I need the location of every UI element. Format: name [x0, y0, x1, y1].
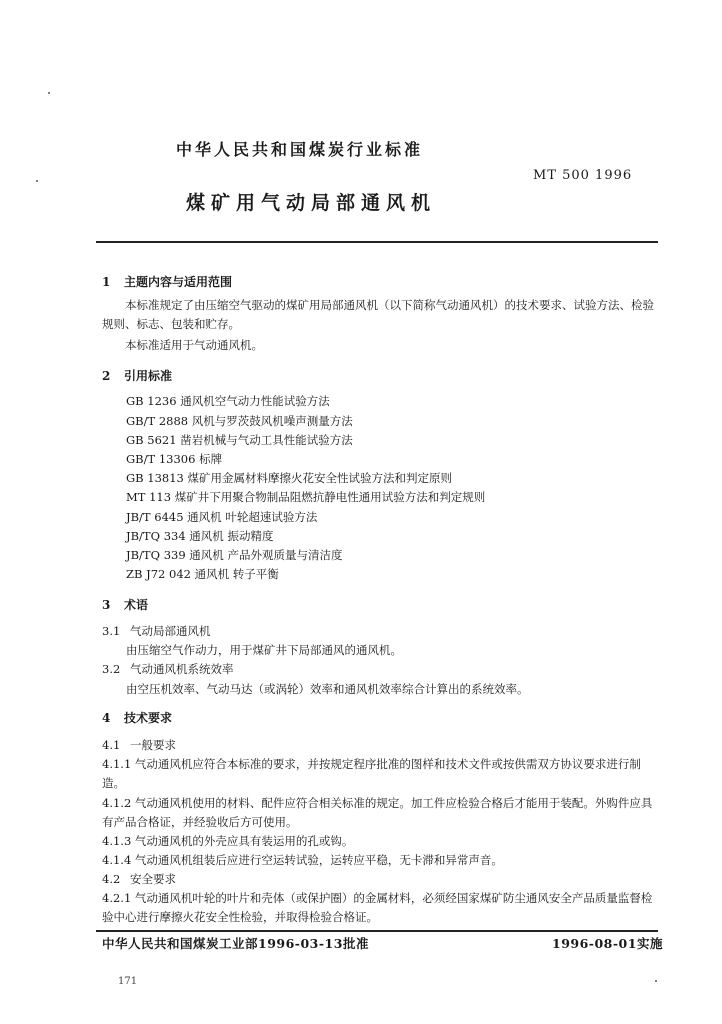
standard-number: MT 500 1996: [533, 168, 633, 183]
subsection-3-2-heading: [102, 660, 234, 679]
header-rule: [96, 241, 658, 243]
section-title: 术语: [124, 598, 149, 612]
subsection-title: 一般要求: [130, 738, 176, 752]
section-number: 4: [102, 711, 111, 725]
clause-4-2-1: 4.2.1 气动通风机叶轮的叶片和壳体（或保护圈）的金属材料，必须经国家煤矿防尘通风安全产品质量监督检验中心进行摩擦火花安全性检验，并取得检验合格证。: [102, 891, 653, 924]
subsection-title: 气动通风机系统效率: [130, 662, 234, 676]
reference-item: GB 13813 煤矿用金属材料摩擦火花安全性试验方法和判定原则: [126, 471, 453, 485]
subsection-number: 4.2: [102, 872, 121, 886]
reference-item: JB/TQ 339 通风机 产品外观质量与清洁度: [126, 548, 343, 562]
subsection-3-1-heading: [102, 622, 211, 641]
page-number: 171: [118, 976, 138, 987]
clause-4-1-2: 4.1.2 气动通风机使用的材料、配件应符合相关标准的规定。加工件应检验合格后才能用于装配。外购件应具有产品合格证，并经验收后方可使用。: [102, 796, 653, 829]
approval-line: 中华人民共和国煤炭工业部1996-03-13批准: [102, 936, 369, 951]
reference-item: MT 113 煤矿井下用聚合物制品阻燃抗静电性通用试验方法和判定规则: [126, 490, 486, 504]
section-number: 1: [102, 275, 111, 289]
section-1-paragraph-2: 本标准适用于气动通风机。: [125, 338, 263, 352]
org-title: 中华人民共和国煤炭行业标准: [176, 140, 424, 159]
subsection-4-2-heading: [102, 870, 176, 889]
section-3-heading: [102, 596, 148, 613]
reference-item: GB/T 2888 风机与罗茨鼓风机噪声测量方法: [126, 414, 353, 428]
subsection-title: 气动局部通风机: [130, 624, 211, 638]
footer-rule: [96, 930, 658, 932]
scan-speck: [48, 92, 50, 94]
subsection-number: 3.1: [102, 624, 121, 638]
subsection-3-1-text: 由压缩空气作动力，用于煤矿井下局部通风的通风机。: [126, 643, 402, 657]
section-4-heading: [102, 709, 172, 726]
subsection-3-2-text: 由空压机效率、气动马达（或涡轮）效率和通风机效率综合计算出的系统效率。: [126, 682, 529, 696]
scan-speck: [655, 980, 657, 982]
subsection-4-1-heading: [102, 736, 176, 755]
reference-item: GB/T 13306 标牌: [126, 452, 223, 466]
section-title: 引用标准: [124, 369, 173, 383]
effective-date: 1996-08-01实施: [552, 936, 663, 951]
section-number: 2: [102, 369, 111, 383]
doc-title: 煤矿用气动局部通风机: [186, 192, 437, 214]
section-number: 3: [102, 598, 111, 612]
section-1-paragraph-1: 本标准规定了由压缩空气驱动的煤矿用局部通风机（以下简称气动通风机）的技术要求、试验方法、检验规则、标志、包装和贮存。: [102, 298, 654, 331]
reference-item: GB 5621 凿岩机械与气动工具性能试验方法: [126, 433, 353, 447]
scan-speck: [36, 180, 38, 182]
reference-item: JB/TQ 334 通风机 振动精度: [126, 529, 274, 543]
subsection-title: 安全要求: [130, 872, 176, 886]
reference-item: GB 1236 通风机空气动力性能试验方法: [126, 394, 330, 408]
section-title: 主题内容与适用范围: [124, 275, 233, 289]
clause-4-1-4: 4.1.4 气动通风机组装后应进行空运转试验，运转应平稳，无卡滞和异常声音。: [102, 853, 503, 867]
reference-item: ZB J72 042 通风机 转子平衡: [126, 567, 279, 581]
subsection-number: 4.1: [102, 738, 121, 752]
subsection-number: 3.2: [102, 662, 121, 676]
reference-item: JB/T 6445 通风机 叶轮超速试验方法: [126, 510, 318, 524]
clause-4-1-3: 4.1.3 气动通风机的外壳应具有装运用的孔或钩。: [102, 834, 354, 848]
clause-4-1-1: 4.1.1 气动通风机应符合本标准的要求，并按规定程序批准的图样和技术文件或按供需双方协议要求进行制造。: [102, 757, 641, 790]
section-2-heading: [102, 367, 172, 384]
section-1-heading: [102, 273, 232, 290]
section-title: 技术要求: [124, 711, 173, 725]
